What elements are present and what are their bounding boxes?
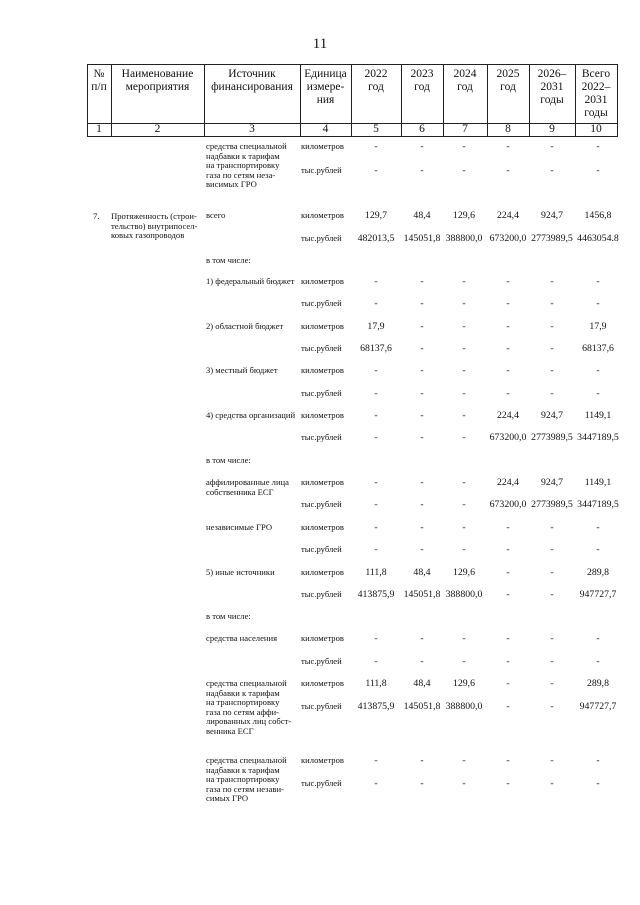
- value-cell: 224,4: [496, 477, 520, 488]
- source-independent-gro-line: независимые ГРО: [206, 522, 273, 532]
- value-cell: -: [420, 522, 424, 533]
- value-cell: 48,4: [413, 210, 431, 221]
- header-line: Наименование: [121, 68, 194, 80]
- header-cell-3: [204, 68, 300, 94]
- value-cell: 4463054.8: [577, 233, 619, 244]
- value-cell: -: [462, 544, 466, 555]
- value-cell: -: [550, 522, 554, 533]
- value-cell: -: [420, 141, 424, 152]
- unit-label: километров: [301, 678, 344, 688]
- unit-label: километров: [301, 141, 344, 151]
- value-cell: -: [462, 343, 466, 354]
- unit-label: тыс.рублей: [301, 544, 342, 554]
- value-cell: -: [462, 755, 466, 766]
- value-cell: -: [462, 778, 466, 789]
- header-line: Источник: [228, 68, 276, 80]
- column-number: 6: [419, 123, 425, 135]
- header-line: финансирования: [211, 81, 293, 93]
- value-cell: -: [506, 365, 510, 376]
- column-number: 4: [322, 123, 329, 135]
- unit-label: километров: [301, 755, 344, 765]
- value-cell: -: [506, 141, 510, 152]
- header-line: годы: [540, 94, 564, 106]
- header-line: 2031: [540, 81, 564, 93]
- value-cell: -: [550, 365, 554, 376]
- value-cell: 68137,6: [360, 343, 392, 354]
- header-line: Единица: [304, 68, 347, 80]
- item-name-line: ковых газопроводов: [111, 230, 185, 241]
- unit-label: тыс.рублей: [301, 388, 342, 398]
- value-cell: 388800,0: [445, 233, 483, 244]
- value-cell: -: [550, 276, 554, 287]
- header-cell-4: [300, 68, 351, 107]
- value-cell: -: [420, 755, 424, 766]
- value-cell: -: [462, 276, 466, 287]
- value-cell: -: [596, 778, 600, 789]
- source-special-affiliated: [206, 679, 296, 737]
- source-special-independent-line: симых ГРО: [206, 793, 249, 804]
- source-including-1-line: в том числе:: [206, 255, 251, 265]
- value-cell: 289,8: [586, 678, 610, 689]
- source-other: [206, 568, 296, 578]
- header-column-border: [617, 64, 618, 137]
- header-line: 2025: [496, 68, 520, 80]
- value-cell: 17,9: [589, 321, 607, 332]
- value-cell: 3447189,5: [577, 499, 619, 510]
- source-special-independent-top-line: газа по сетям неза-: [206, 169, 276, 180]
- column-number: 2: [154, 123, 161, 135]
- value-cell: -: [374, 499, 378, 510]
- value-cell: 111,8: [365, 678, 387, 689]
- source-organizations-line: 4) средства организаций: [206, 410, 296, 420]
- value-cell: -: [550, 388, 554, 399]
- unit-label: километров: [301, 633, 344, 643]
- value-cell: -: [420, 298, 424, 309]
- header-line: 2026–: [537, 68, 567, 80]
- value-cell: -: [506, 165, 510, 176]
- value-cell: -: [506, 388, 510, 399]
- header-line: №: [93, 68, 105, 80]
- value-cell: -: [420, 410, 424, 421]
- source-special-independent-top-line: надбавки к тарифам: [206, 150, 280, 161]
- page-number: 11: [312, 36, 328, 52]
- source-local-budget: [206, 366, 296, 376]
- value-cell: -: [506, 298, 510, 309]
- value-cell: -: [506, 778, 510, 789]
- value-cell: -: [374, 778, 378, 789]
- value-cell: -: [462, 522, 466, 533]
- value-cell: -: [374, 298, 378, 309]
- source-special-independent-line: газа по сетям незави-: [206, 783, 284, 794]
- value-cell: -: [374, 656, 378, 667]
- unit-label: километров: [301, 410, 344, 420]
- source-special-independent-top-line: на транспортировку: [206, 160, 280, 171]
- value-cell: -: [420, 778, 424, 789]
- value-cell: 3447189,5: [577, 432, 619, 443]
- value-cell: -: [506, 678, 510, 689]
- value-cell: 413875,9: [357, 701, 395, 712]
- value-cell: 1456,8: [584, 210, 612, 221]
- source-special-affiliated-line: средства специальной: [206, 678, 287, 688]
- value-cell: 224,4: [496, 210, 520, 221]
- source-special-independent-line: надбавки к тарифам: [206, 764, 280, 775]
- column-number: 9: [549, 123, 555, 135]
- value-cell: -: [420, 499, 424, 510]
- unit-label: тыс.рублей: [301, 589, 342, 599]
- unit-label: тыс.рублей: [301, 298, 342, 308]
- source-special-independent-top: [206, 142, 296, 190]
- value-cell: -: [462, 165, 466, 176]
- value-cell: 924,7: [540, 410, 564, 421]
- value-cell: -: [462, 321, 466, 332]
- value-cell: 947727,7: [579, 701, 617, 712]
- header-line: Всего: [581, 68, 611, 80]
- header-line: п/п: [91, 81, 107, 93]
- table-top-border: [87, 64, 617, 65]
- header-cell-6: [401, 68, 443, 94]
- value-cell: 68137,6: [582, 343, 614, 354]
- value-cell: 413875,9: [357, 589, 395, 600]
- column-number: 5: [373, 123, 379, 135]
- source-total-line: всего: [206, 210, 226, 220]
- value-cell: -: [420, 544, 424, 555]
- unit-label: километров: [301, 276, 344, 286]
- source-special-independent-top-line: висимых ГРО: [206, 179, 257, 190]
- unit-label: километров: [301, 365, 344, 375]
- value-cell: -: [462, 432, 466, 443]
- value-cell: 48,4: [413, 567, 431, 578]
- value-cell: 388800,0: [445, 701, 483, 712]
- unit-label: тыс.рублей: [301, 701, 342, 711]
- value-cell: 129,6: [452, 678, 476, 689]
- value-cell: -: [420, 477, 424, 488]
- value-cell: -: [506, 633, 510, 644]
- value-cell: -: [374, 432, 378, 443]
- value-cell: -: [506, 544, 510, 555]
- value-cell: -: [420, 365, 424, 376]
- value-cell: -: [596, 755, 600, 766]
- source-organizations: [206, 411, 296, 421]
- value-cell: -: [420, 276, 424, 287]
- value-cell: -: [420, 321, 424, 332]
- value-cell: -: [420, 432, 424, 443]
- value-cell: 2773989,5: [531, 233, 573, 244]
- header-cell-2: [111, 68, 204, 94]
- column-number: 1: [96, 123, 102, 135]
- value-cell: -: [506, 567, 510, 578]
- source-special-affiliated-line: газа по сетям аффи-: [206, 706, 280, 717]
- item-number: 7.: [93, 211, 100, 221]
- value-cell: -: [374, 276, 378, 287]
- item-name-line: тельство) внутрипосел-: [111, 220, 198, 231]
- unit-label: километров: [301, 522, 344, 532]
- value-cell: -: [596, 165, 600, 176]
- value-cell: -: [462, 477, 466, 488]
- value-cell: -: [506, 656, 510, 667]
- header-line: 2024: [453, 68, 477, 80]
- value-cell: 388800,0: [445, 589, 483, 600]
- value-cell: -: [550, 701, 554, 712]
- value-cell: 1149,1: [584, 477, 612, 488]
- value-cell: -: [550, 544, 554, 555]
- source-federal-budget-line: 1) федеральный бюджет: [206, 276, 295, 286]
- source-including-1: [206, 256, 296, 266]
- value-cell: -: [550, 298, 554, 309]
- source-population-line: средства населения: [206, 633, 278, 643]
- item-name-line: Протяженность (строи-: [111, 211, 197, 221]
- value-cell: 145051,8: [403, 233, 441, 244]
- value-cell: -: [374, 141, 378, 152]
- unit-label: километров: [301, 210, 344, 220]
- source-special-affiliated-line: лированных лиц собст-: [206, 716, 292, 727]
- source-special-independent-line: на транспортировку: [206, 774, 280, 785]
- unit-label: тыс.рублей: [301, 343, 342, 353]
- column-number: 7: [462, 123, 468, 135]
- value-cell: -: [462, 656, 466, 667]
- source-including-3-line: в том числе:: [206, 611, 251, 621]
- value-cell: -: [374, 544, 378, 555]
- value-cell: 947727,7: [579, 589, 617, 600]
- unit-label: километров: [301, 321, 344, 331]
- value-cell: 289,8: [586, 567, 610, 578]
- header-line: мероприятия: [125, 81, 190, 93]
- colnum-divider: [87, 136, 617, 137]
- header-cell-1: [87, 68, 111, 94]
- column-number: 10: [590, 123, 602, 135]
- value-cell: -: [596, 633, 600, 644]
- value-cell: -: [506, 755, 510, 766]
- value-cell: -: [462, 141, 466, 152]
- value-cell: 2773989,5: [531, 499, 573, 510]
- unit-label: тыс.рублей: [301, 778, 342, 788]
- source-affiliated-persons-line: аффилированные лица: [206, 477, 289, 487]
- source-special-independent-top-line: средства специальной: [206, 141, 287, 151]
- header-line: 2022–: [581, 81, 611, 93]
- value-cell: -: [462, 388, 466, 399]
- value-cell: 673200,0: [489, 499, 527, 510]
- source-affiliated-persons-line: собственника ЕСГ: [206, 486, 274, 497]
- header-line: измере-: [306, 81, 345, 93]
- value-cell: -: [462, 633, 466, 644]
- source-including-3: [206, 612, 296, 622]
- source-other-line: 5) иные источники: [206, 567, 275, 577]
- value-cell: -: [550, 656, 554, 667]
- value-cell: -: [462, 499, 466, 510]
- source-special-independent-line: средства специальной: [206, 755, 287, 765]
- value-cell: -: [374, 477, 378, 488]
- source-special-independent: [206, 756, 296, 804]
- unit-label: тыс.рублей: [301, 233, 342, 243]
- value-cell: 129,6: [452, 567, 476, 578]
- value-cell: -: [550, 778, 554, 789]
- value-cell: -: [550, 321, 554, 332]
- unit-label: километров: [301, 567, 344, 577]
- column-number: 3: [249, 123, 255, 135]
- value-cell: 129,6: [452, 210, 476, 221]
- header-line: 2022: [364, 68, 388, 80]
- value-cell: 224,4: [496, 410, 520, 421]
- header-line: годы: [584, 107, 608, 119]
- source-special-affiliated-line: венника ЕСГ: [206, 725, 254, 736]
- unit-label: тыс.рублей: [301, 165, 342, 175]
- header-line: 2031: [584, 94, 608, 106]
- value-cell: 145051,8: [403, 589, 441, 600]
- value-cell: 145051,8: [403, 701, 441, 712]
- header-cell-10: [575, 68, 617, 120]
- value-cell: 48,4: [413, 678, 431, 689]
- value-cell: -: [596, 276, 600, 287]
- source-regional-budget: [206, 322, 296, 332]
- value-cell: -: [374, 165, 378, 176]
- value-cell: -: [420, 165, 424, 176]
- value-cell: -: [374, 522, 378, 533]
- source-regional-budget-line: 2) областной бюджет: [206, 321, 284, 331]
- unit-label: километров: [301, 477, 344, 487]
- value-cell: 673200,0: [489, 233, 527, 244]
- value-cell: -: [374, 365, 378, 376]
- source-population: [206, 634, 296, 644]
- value-cell: -: [550, 165, 554, 176]
- value-cell: -: [374, 633, 378, 644]
- header-line: ния: [316, 94, 335, 106]
- value-cell: -: [550, 567, 554, 578]
- value-cell: -: [596, 522, 600, 533]
- source-local-budget-line: 3) местный бюджет: [206, 365, 278, 375]
- value-cell: 924,7: [540, 210, 564, 221]
- value-cell: 482013,5: [357, 233, 395, 244]
- source-affiliated-persons: [206, 478, 296, 497]
- value-cell: -: [506, 701, 510, 712]
- value-cell: 129,7: [364, 210, 388, 221]
- value-cell: -: [596, 388, 600, 399]
- header-line: год: [500, 81, 516, 93]
- value-cell: 17,9: [367, 321, 385, 332]
- source-total: [206, 211, 296, 221]
- source-special-affiliated-line: надбавки к тарифам: [206, 687, 280, 698]
- value-cell: -: [420, 633, 424, 644]
- header-line: 2023: [410, 68, 434, 80]
- value-cell: -: [506, 522, 510, 533]
- header-cell-9: [529, 68, 575, 107]
- value-cell: -: [550, 633, 554, 644]
- value-cell: -: [374, 755, 378, 766]
- value-cell: -: [462, 365, 466, 376]
- value-cell: -: [550, 589, 554, 600]
- value-cell: -: [420, 343, 424, 354]
- value-cell: -: [596, 298, 600, 309]
- header-cell-8: [487, 68, 529, 94]
- value-cell: 673200,0: [489, 432, 527, 443]
- source-independent-gro: [206, 523, 296, 533]
- unit-label: тыс.рублей: [301, 432, 342, 442]
- value-cell: -: [550, 755, 554, 766]
- value-cell: -: [420, 656, 424, 667]
- value-cell: -: [550, 343, 554, 354]
- value-cell: 1149,1: [584, 410, 612, 421]
- header-cell-5: [351, 68, 401, 94]
- item-name: [111, 212, 201, 241]
- value-cell: -: [506, 343, 510, 354]
- value-cell: 924,7: [540, 477, 564, 488]
- source-including-2: [206, 456, 296, 466]
- source-including-2-line: в том числе:: [206, 455, 251, 465]
- value-cell: -: [550, 678, 554, 689]
- value-cell: -: [374, 388, 378, 399]
- source-special-affiliated-line: на транспортировку: [206, 697, 280, 708]
- value-cell: -: [596, 365, 600, 376]
- value-cell: -: [596, 656, 600, 667]
- source-federal-budget: [206, 277, 296, 287]
- header-line: год: [368, 81, 384, 93]
- unit-label: тыс.рублей: [301, 656, 342, 666]
- value-cell: -: [420, 388, 424, 399]
- value-cell: -: [374, 410, 378, 421]
- column-number: 8: [505, 123, 511, 135]
- value-cell: -: [506, 589, 510, 600]
- value-cell: -: [462, 410, 466, 421]
- value-cell: -: [596, 544, 600, 555]
- value-cell: 111,8: [365, 567, 387, 578]
- unit-label: тыс.рублей: [301, 499, 342, 509]
- value-cell: -: [550, 141, 554, 152]
- value-cell: -: [506, 276, 510, 287]
- value-cell: 2773989,5: [531, 432, 573, 443]
- header-cell-7: [443, 68, 487, 94]
- value-cell: -: [596, 141, 600, 152]
- header-line: год: [414, 81, 430, 93]
- value-cell: -: [462, 298, 466, 309]
- header-line: год: [457, 81, 473, 93]
- value-cell: -: [506, 321, 510, 332]
